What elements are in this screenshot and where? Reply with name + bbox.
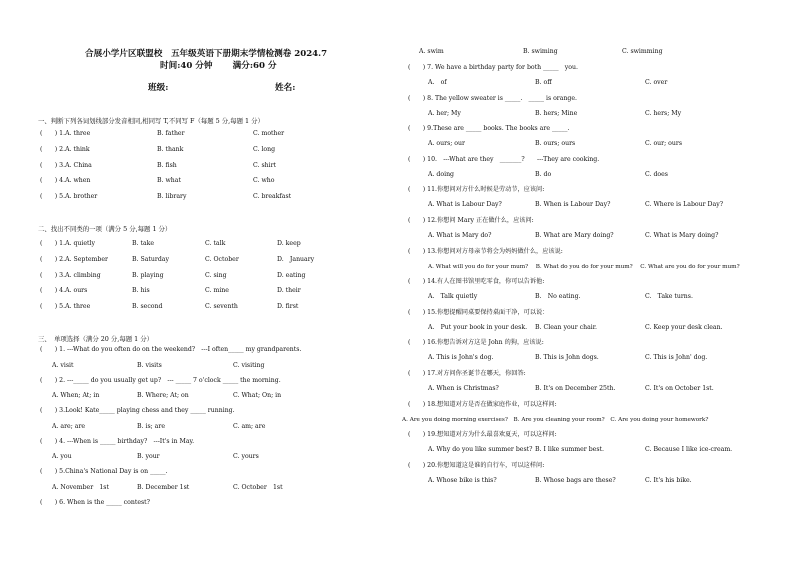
part2-option-d: D. eating bbox=[277, 271, 306, 279]
question-option-a: A. her; My bbox=[428, 109, 461, 117]
question-option-b: B. I like summer best. bbox=[535, 446, 604, 454]
part2-option-c: C. seventh bbox=[205, 303, 238, 311]
question-option-c: C. What is Mary doing? bbox=[645, 232, 719, 239]
question-option-c: C. What; On; in bbox=[233, 392, 282, 399]
question-option-a: A. visit bbox=[52, 361, 74, 369]
question-option-b: B. When is Labour Day? bbox=[535, 201, 611, 209]
question-option-b: B. do bbox=[535, 170, 552, 178]
class-label: 班级: bbox=[148, 83, 169, 93]
part2-option-d: D. their bbox=[277, 287, 301, 295]
question-option-c: C. It's his bike. bbox=[645, 476, 692, 484]
question-option-b: B. swiming bbox=[523, 48, 558, 55]
part2-option-a: ( ) 1.A. quietly bbox=[40, 240, 96, 247]
question-option-a: A. November 1st bbox=[52, 483, 109, 491]
question-stem: ( ) 18.想知道对方是否在做家庭作业，可以这样问: bbox=[408, 400, 557, 408]
part1-option-c: C. who bbox=[253, 177, 275, 185]
part1-option-b: B. father bbox=[157, 130, 185, 137]
time-score: 时间:40 分钟 满分:60 分 bbox=[160, 61, 277, 71]
question-option-a: A. When is Christmas? bbox=[428, 385, 499, 392]
part2-option-c: C. talk bbox=[205, 240, 226, 247]
question-option-c: C. Because I like ice-cream. bbox=[645, 446, 733, 454]
question-option-a: A. When; At; in bbox=[52, 392, 100, 399]
part1-option-b: B. fish bbox=[157, 161, 177, 169]
question-stem: ( ) 2. ---_____ do you usually get up? --- _____ 7 o'clock _____ the morning. bbox=[40, 376, 281, 384]
part1-option-a: ( ) 5.A. brother bbox=[40, 193, 98, 201]
part1-option-c: C. shirt bbox=[253, 161, 277, 169]
part1-option-a: ( ) 4.A. when bbox=[40, 177, 91, 185]
question-options: A. What will you do for your mum? B. What do you do for your mum? C. What are you do for your mum? bbox=[428, 263, 740, 270]
question-option-b: B. Whose bags are these? bbox=[535, 476, 616, 484]
part2-option-a: ( ) 5.A. three bbox=[40, 303, 91, 311]
question-stem: ( ) 10. ---What are they _______? ---They are cooking. bbox=[408, 155, 600, 163]
question-option-c: C. over bbox=[645, 79, 668, 86]
question-stem: ( ) 11.你想问对方什么时候是劳动节，应该问: bbox=[408, 186, 545, 194]
question-option-b: B. Where; At; on bbox=[137, 392, 189, 399]
question-stem: ( ) 6. When is the _____ contest? bbox=[40, 498, 150, 506]
name-label: 姓名: bbox=[275, 83, 296, 93]
question-option-a: A. Whose bike is this? bbox=[428, 476, 497, 484]
question-option-c: C. Keep your desk clean. bbox=[645, 323, 723, 331]
question-option-a: A. ours; our bbox=[428, 140, 465, 148]
question-option-b: B. visits bbox=[137, 361, 162, 369]
part1-option-b: B. thank bbox=[157, 145, 184, 153]
question-stem: ( ) 19.想知道对方为什么最喜欢夏天，可以这样问: bbox=[408, 431, 557, 439]
part2-heading: 二、找出不同类的一项（满分 5 分,每题 1 分） bbox=[38, 225, 172, 233]
question-stem: ( ) 16.你想告诉对方这是 John 的狗，应该说: bbox=[408, 339, 544, 347]
question-stem: ( ) 12.你想问 Mary 正在做什么，应该问: bbox=[408, 217, 534, 224]
question-option-c: C. hers; My bbox=[645, 109, 682, 117]
question-option-c: C. yours bbox=[233, 453, 259, 460]
part2-option-b: B. second bbox=[132, 303, 163, 311]
question-stem: ( ) 20.你想知道这是谁的自行车，可以这样问: bbox=[408, 461, 545, 469]
part2-option-c: C. sing bbox=[205, 271, 227, 279]
part2-option-a: ( ) 4.A. ours bbox=[40, 287, 88, 295]
question-option-c: C. am; are bbox=[233, 422, 266, 430]
question-option-c: C. does bbox=[645, 170, 668, 178]
part1-option-c: C. breakfast bbox=[253, 193, 292, 201]
part2-option-a: ( ) 3.A. climbing bbox=[40, 271, 101, 279]
question-option-b: B. December 1st bbox=[137, 483, 190, 491]
question-option-a: A. Put your book in your desk. bbox=[428, 323, 528, 331]
question-option-a: A. swim bbox=[419, 48, 444, 55]
question-stem: ( ) 3.Look! Kate_____ playing chess and they _____ running. bbox=[40, 407, 235, 414]
part1-option-a: ( ) 3.A. China bbox=[40, 161, 92, 169]
question-option-b: B. It's on December 25th. bbox=[535, 385, 616, 392]
part2-option-d: D. January bbox=[277, 255, 315, 263]
question-option-b: B. This is John dogs. bbox=[535, 354, 599, 362]
part2-option-d: D. keep bbox=[277, 240, 301, 247]
question-option-b: B. off bbox=[535, 79, 552, 86]
question-option-c: C. It's on October 1st. bbox=[645, 385, 714, 392]
question-option-b: B. hers; Mine bbox=[535, 109, 578, 117]
question-options: A. Are you doing morning exercises? B. Are you cleaning your room? C. Are you doing your homework? bbox=[402, 416, 709, 423]
part1-option-c: C. mother bbox=[253, 130, 285, 137]
question-option-a: A. What is Labour Day? bbox=[428, 201, 502, 209]
question-option-c: C. October 1st bbox=[233, 483, 283, 491]
question-option-c: C. Take turns. bbox=[645, 293, 693, 301]
question-option-b: B. your bbox=[137, 453, 160, 460]
part2-option-c: C. October bbox=[205, 255, 239, 263]
question-option-b: B. Clean your chair. bbox=[535, 323, 597, 331]
page-title: 合展小学片区联盟校 五年级英语下册期末学情检测卷 2024.7 bbox=[85, 49, 328, 59]
question-option-a: A. of bbox=[428, 79, 447, 86]
question-option-c: C. This is John' dog. bbox=[645, 354, 708, 362]
part1-option-b: B. what bbox=[157, 177, 181, 185]
question-option-c: C. Where is Labour Day? bbox=[645, 201, 724, 209]
question-stem: ( ) 17.对方问你圣诞节在哪天，你回答: bbox=[408, 370, 526, 377]
question-option-c: C. swimming bbox=[622, 48, 663, 55]
part2-option-c: C. mine bbox=[205, 287, 229, 295]
question-stem: ( ) 5.China's National Day is on _____. bbox=[40, 468, 168, 475]
part2-option-b: B. playing bbox=[132, 271, 164, 279]
question-option-a: A. doing bbox=[428, 170, 455, 178]
part2-option-d: D. first bbox=[277, 303, 299, 311]
question-option-a: A. This is John's dog. bbox=[428, 354, 494, 362]
question-option-b: B. What are Mary doing? bbox=[535, 232, 614, 239]
question-stem: ( ) 15.你想提醒同桌要保持桌面干净，可以说： bbox=[408, 308, 549, 316]
question-stem: ( ) 1. ---What do you often do on the weekend? ---I often_____ my grandparents. bbox=[40, 346, 302, 353]
question-option-b: B. ours; ours bbox=[535, 140, 576, 148]
question-option-b: B. No eating. bbox=[535, 293, 581, 301]
question-option-a: A. are; are bbox=[52, 422, 86, 430]
part2-option-b: B. his bbox=[132, 287, 150, 295]
question-stem: ( ) 9.These are _____ books. The books are _____. bbox=[408, 125, 570, 133]
question-stem: ( ) 8. The yellow sweater is _____. _____ is orange. bbox=[408, 94, 578, 102]
question-option-b: B. is; are bbox=[137, 422, 165, 430]
question-stem: ( ) 13.你想问对方母亲节将会为妈妈做什么，应该说: bbox=[408, 247, 563, 255]
question-option-a: A. What is Mary do? bbox=[428, 232, 492, 239]
question-option-c: C. visiting bbox=[233, 361, 265, 369]
part1-heading: 一、判断下列各词划线部分发音相同,相同写 T,不同写 F（每题 5 分,每题 1 分） bbox=[38, 117, 264, 125]
part3-heading: 三、 单项选择（满分 20 分,每题 1 分） bbox=[38, 335, 154, 343]
question-stem: ( ) 4. ---When is _____ birthday? ---It's in May. bbox=[40, 437, 195, 445]
question-option-a: A. Why do you like summer best? bbox=[428, 446, 533, 454]
part1-option-c: C. long bbox=[253, 145, 276, 153]
part2-option-a: ( ) 2.A. September bbox=[40, 255, 108, 263]
part2-option-b: B. take bbox=[132, 240, 155, 247]
question-stem: ( ) 14.有人在图书馆里吃零食，你可以告诉他: bbox=[408, 278, 545, 286]
question-option-a: A. you bbox=[52, 453, 72, 460]
question-option-a: A. Talk quietly bbox=[428, 293, 478, 301]
part1-option-b: B. library bbox=[157, 193, 187, 201]
part2-option-b: B. Saturday bbox=[132, 255, 169, 263]
question-option-c: C. our; ours bbox=[645, 140, 683, 148]
part1-option-a: ( ) 2.A. think bbox=[40, 145, 90, 153]
part1-option-a: ( ) 1.A. three bbox=[40, 130, 91, 137]
question-stem: ( ) 7. We have a birthday party for both _____ you. bbox=[408, 64, 578, 71]
